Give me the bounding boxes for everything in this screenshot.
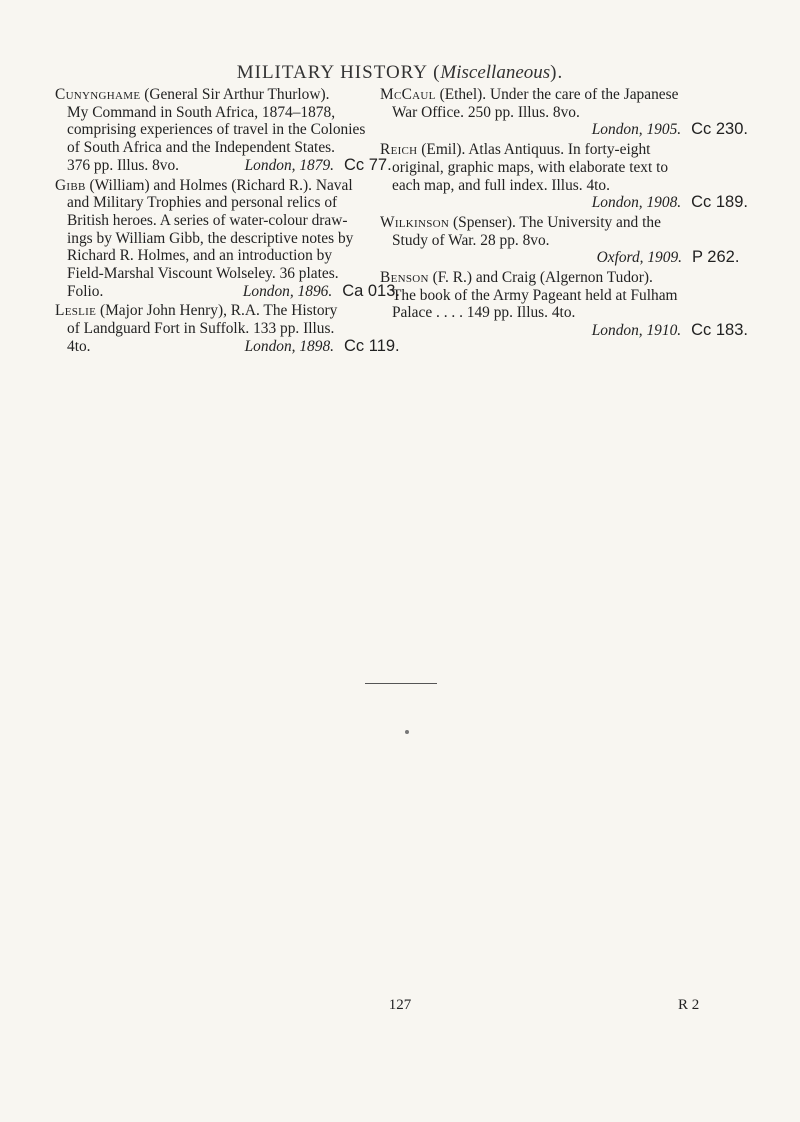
entry-line: Palace . . . . 149 pp. Illus. 4to. — [392, 304, 576, 322]
entry-line: Field-Marshal Viscount Wolseley. 36 plates. — [67, 265, 339, 283]
entry-line: (Major John Henry), R.A. The History — [100, 302, 338, 320]
catalog-entry — [55, 86, 400, 175]
entry-author: Benson — [380, 269, 429, 287]
imprint-place: London, 1879. — [244, 156, 334, 174]
page-number: 127 — [388, 997, 412, 1013]
entry-line: (Spenser). The University and the — [453, 213, 661, 231]
imprint-lead: 4to. — [67, 337, 91, 355]
entry-line: (General Sir Arthur Thurlow). — [144, 86, 330, 103]
entry-line: (Ethel). Under the care of the Japanese — [439, 86, 679, 103]
header-title: MILITARY HISTORY — [236, 62, 428, 83]
entry-imprint — [55, 157, 400, 175]
catalog-entry — [380, 214, 748, 267]
imprint-place: Oxford, 1909. — [596, 249, 682, 267]
entry-author: Gibb — [55, 176, 86, 194]
entry-line: The book of the Army Pageant held at Fulham — [392, 286, 678, 304]
shelfmark: Cc 230. — [691, 120, 748, 139]
right-column — [380, 86, 748, 342]
imprint-place: London, 1896. — [242, 282, 333, 300]
catalog-entry — [380, 86, 748, 139]
header-subtitle: Miscellaneous — [440, 62, 551, 83]
entry-imprint — [55, 283, 400, 301]
entry-line: Richard R. Holmes, and an introduction by — [67, 247, 333, 265]
entry-line: Study of War. 28 pp. 8vo. — [392, 231, 550, 249]
entry-imprint — [380, 249, 748, 267]
entry-line: My Command in South Africa, 1874–1878, — [67, 103, 336, 121]
shelfmark: Cc 183. — [691, 321, 748, 340]
shelfmark: Cc 77. — [344, 155, 392, 174]
ink-spot — [405, 730, 409, 734]
entry-line: original, graphic maps, with elaborate text to — [392, 158, 669, 176]
entry-author: McCaul — [380, 86, 436, 103]
catalog-entry — [380, 269, 748, 340]
entry-line: British heroes. A series of water-colour draw- — [67, 211, 348, 229]
imprint-lead: Folio. — [67, 282, 104, 300]
entry-line: of South Africa and the Independent States. — [67, 139, 335, 157]
shelfmark: Ca 013. — [342, 281, 400, 300]
imprint-place: London, 1908. — [591, 194, 682, 212]
entry-author: Reich — [380, 141, 418, 159]
section-rule — [365, 683, 437, 684]
imprint-place: London, 1910. — [591, 322, 682, 340]
shelfmark: Cc 119. — [344, 336, 400, 355]
shelfmark: P 262. — [692, 248, 740, 267]
entry-imprint — [55, 338, 400, 356]
entry-line: of Landguard Fort in Suffolk. 133 pp. Illus. — [67, 320, 335, 338]
entry-author: Cunynghame — [55, 86, 141, 103]
entry-imprint — [380, 322, 748, 340]
entry-imprint — [380, 121, 748, 139]
imprint-place: London, 1905. — [591, 121, 682, 139]
shelfmark: Cc 189. — [691, 193, 748, 212]
entry-line: comprising experiences of travel in the Colonies — [67, 121, 366, 139]
entry-author: Wilkinson — [380, 213, 450, 231]
catalog-entry — [55, 177, 400, 301]
entry-line: each map, and full index. Illus. 4to. — [392, 176, 610, 194]
catalog-entry — [55, 302, 400, 355]
entry-author: Leslie — [55, 302, 97, 320]
left-column — [55, 86, 400, 358]
entry-line: War Office. 250 pp. Illus. 8vo. — [392, 103, 580, 121]
entry-line: and Military Trophies and personal relics of — [67, 194, 338, 212]
running-header: MILITARY HISTORY (Miscellaneous). — [236, 62, 564, 83]
imprint-place: London, 1898. — [244, 337, 334, 355]
entry-line: (William) and Holmes (Richard R.). Naval — [89, 176, 353, 194]
catalog-entry — [380, 141, 748, 212]
entry-imprint — [380, 194, 748, 212]
signature-mark: R 2 — [678, 997, 700, 1013]
entry-line: (Emil). Atlas Antiquus. In forty-eight — [421, 141, 651, 159]
entry-line: (F. R.) and Craig (Algernon Tudor). — [432, 269, 653, 287]
entry-line: ings by William Gibb, the descriptive notes by — [67, 229, 354, 247]
imprint-lead: 376 pp. Illus. 8vo. — [67, 156, 180, 174]
